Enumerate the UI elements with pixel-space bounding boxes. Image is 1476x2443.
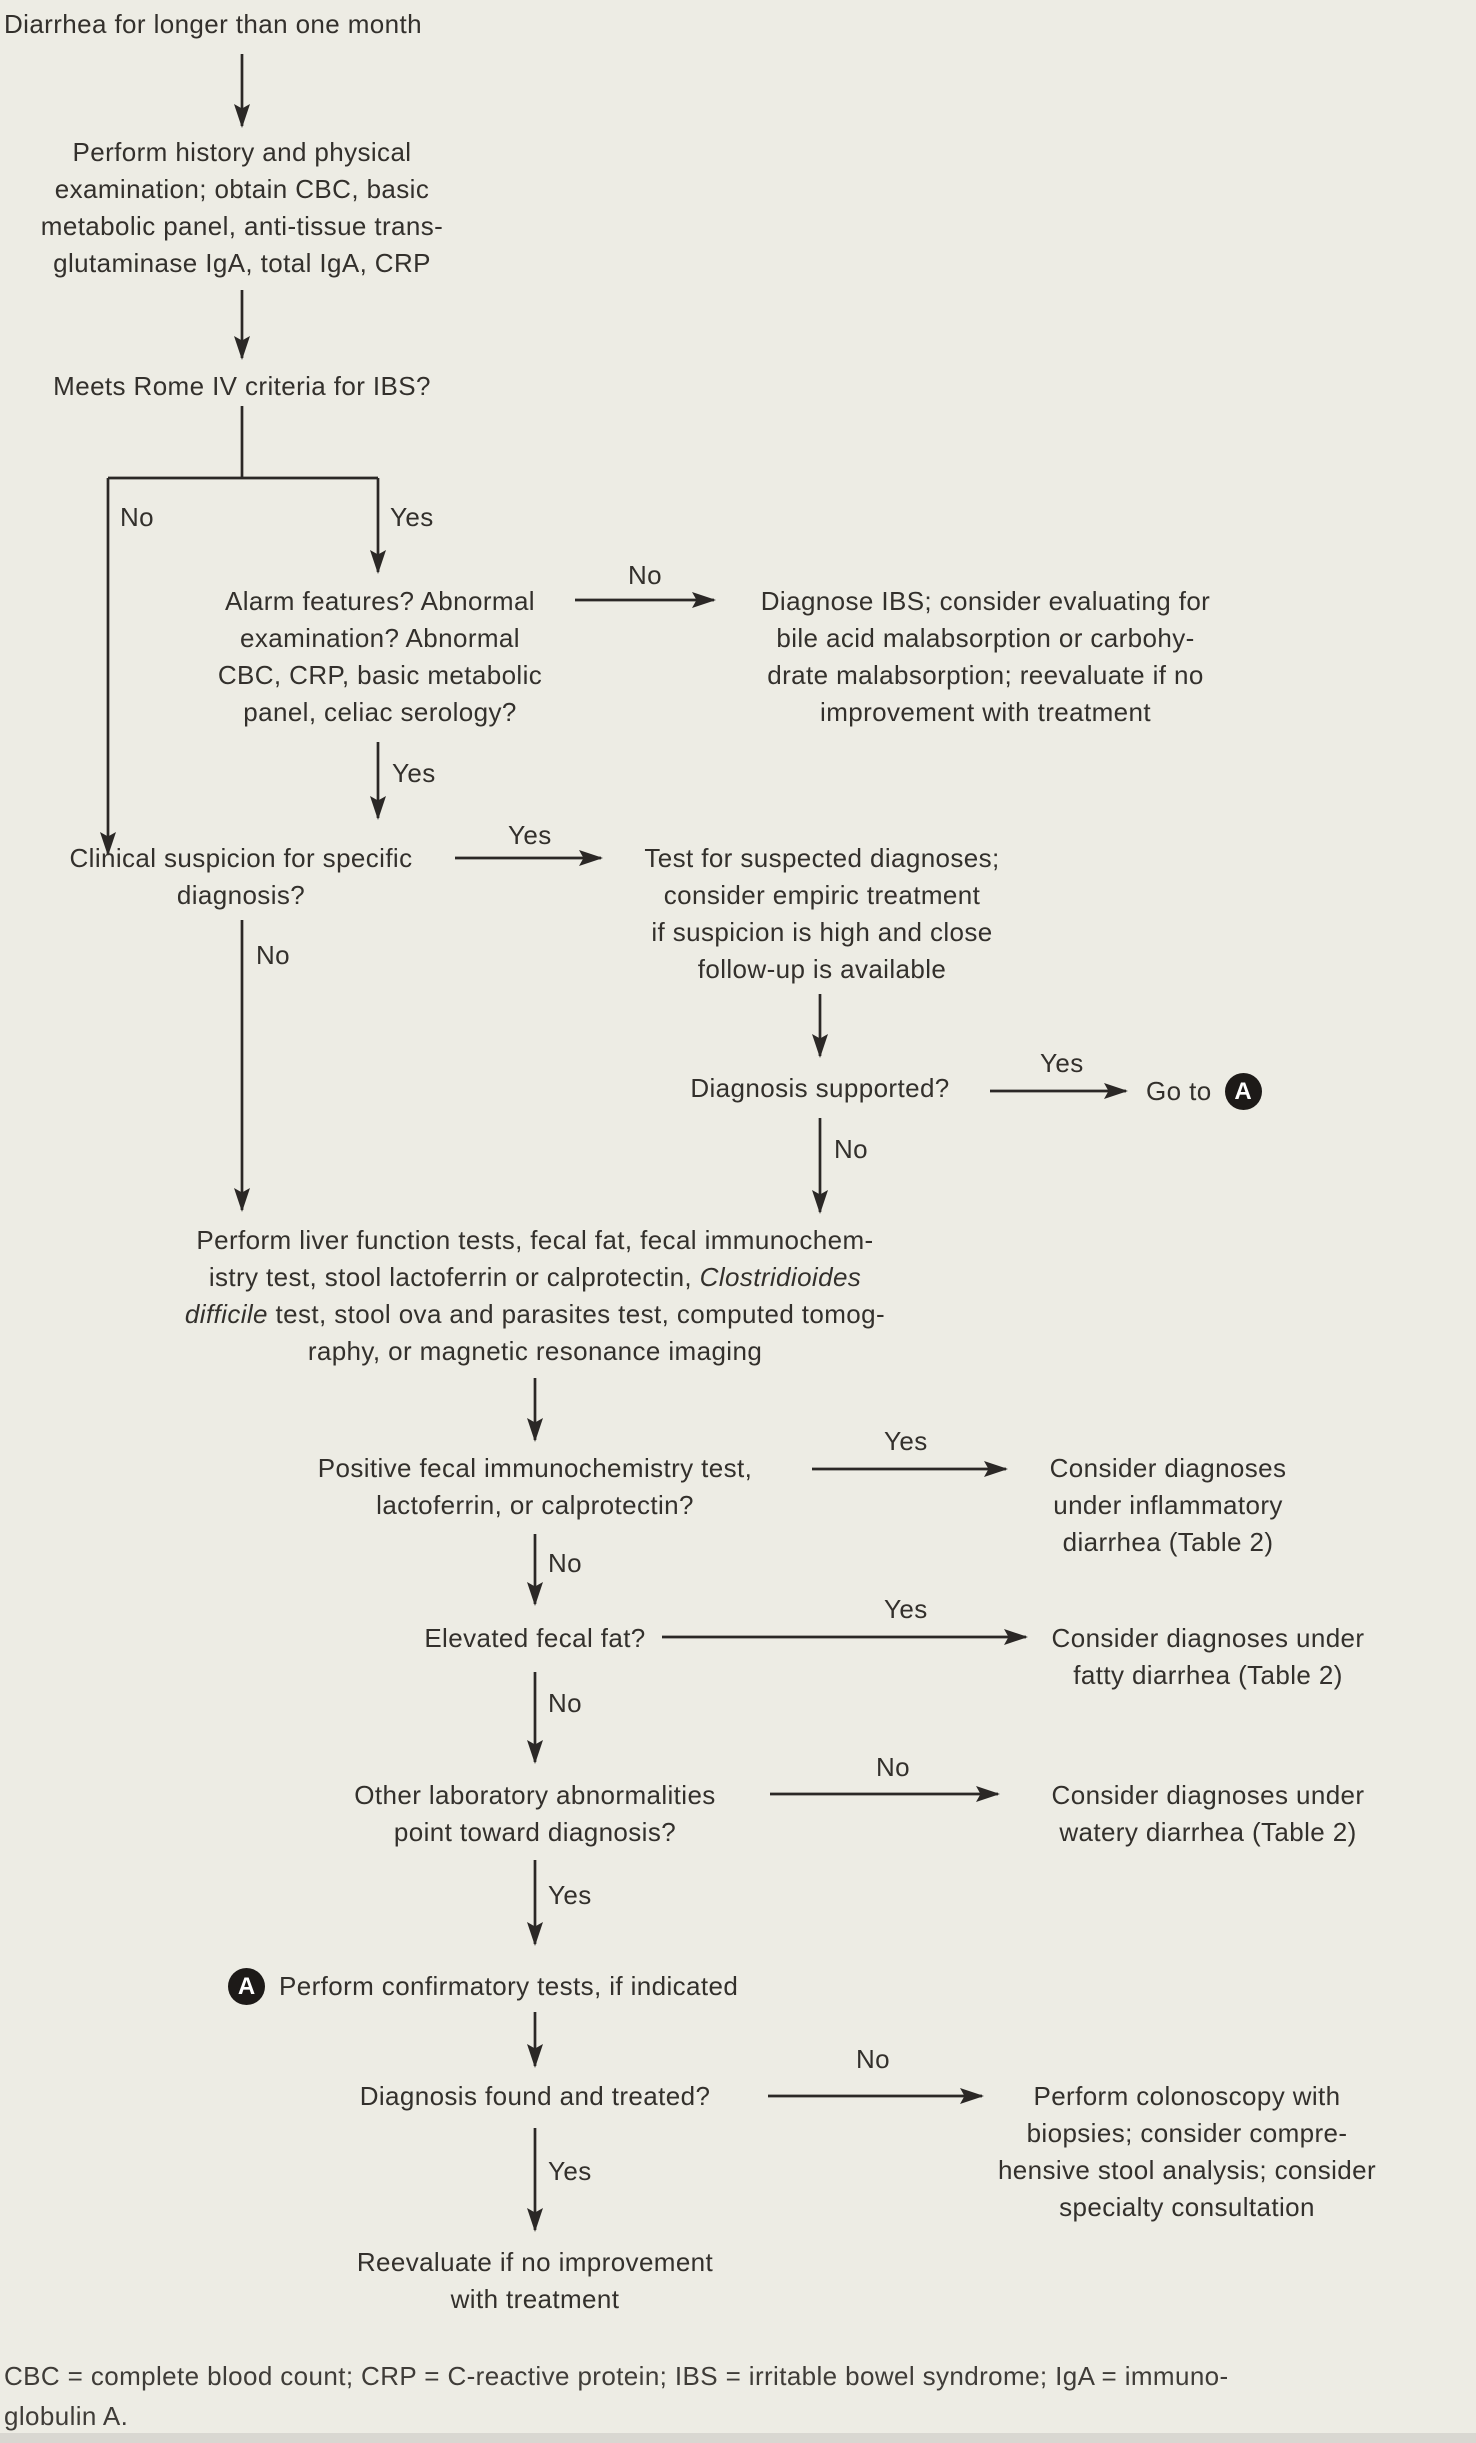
- node-watery-diarrhea: Consider diagnoses under watery diarrhea (Table 2): [1051, 1780, 1365, 1847]
- edge-label-fat-no: No: [548, 1688, 583, 1718]
- edge-label-suspicion-no: No: [256, 940, 291, 970]
- edge-label-rome-yes: Yes: [390, 502, 434, 532]
- go-to-label: Go to: [1146, 1075, 1212, 1106]
- node-elevated-fecal-fat-question: Elevated fecal fat?: [424, 1623, 646, 1653]
- node-diagnosis-found-question: Diagnosis found and treated?: [359, 2081, 711, 2111]
- edge-label-rome-no: No: [120, 502, 155, 532]
- edge-label-found-yes: Yes: [548, 2156, 592, 2186]
- node-confirmatory-tests: [228, 1966, 738, 2006]
- edge-label-immuno-yes: Yes: [884, 1426, 928, 1456]
- node-clinical-suspicion-question: Clinical suspicion for specific diagnosis?: [69, 843, 413, 910]
- edge-label-supported-yes: Yes: [1040, 1048, 1084, 1078]
- node-go-to-a: [1146, 1072, 1262, 1110]
- edge-label-fat-yes: Yes: [884, 1594, 928, 1624]
- node-laboratory-tests: Perform liver function tests, fecal fat, fecal immunochem- istry test, stool lactoferrin or calprotectin, Clostridioides difficile test, stool ova and parasites test, computed tomog- raphy, or magnetic resonance imaging: [184, 1225, 886, 1366]
- edge-label-otherlab-no: No: [876, 1752, 911, 1782]
- edge-label-found-no: No: [856, 2044, 891, 2074]
- edge-label-otherlab-yes: Yes: [548, 1880, 592, 1910]
- node-reevaluate: Reevaluate if no improvement with treatment: [356, 2247, 714, 2314]
- node-other-lab-abnormalities-question: Other laboratory abnormalities point toward diagnosis?: [354, 1780, 716, 1847]
- abbreviation-footnote: CBC = complete blood count; CRP = C-reactive protein; IBS = irritable bowel syndrome; IgA = immuno- globulin A.: [4, 2361, 1229, 2431]
- node-fatty-diarrhea: Consider diagnoses under fatty diarrhea (Table 2): [1051, 1623, 1365, 1690]
- edge-label-alarm-yes: Yes: [392, 758, 436, 788]
- edge-label-alarm-no: No: [628, 560, 663, 590]
- edge-label-suspicion-yes: Yes: [508, 820, 552, 850]
- marker-a-badge: A: [228, 1968, 265, 2005]
- node-rome-iv-question: Meets Rome IV criteria for IBS?: [53, 371, 431, 401]
- node-test-suspected-diagnoses: Test for suspected diagnoses; consider empiric treatment if suspicion is high and close follow-up is available: [644, 843, 1000, 984]
- node-alarm-features-question: Alarm features? Abnormal examination? Abnormal CBC, CRP, basic metabolic panel, celiac serology?: [217, 586, 543, 727]
- node-fecal-immunochemistry-question: Positive fecal immunochemistry test, lactoferrin, or calprotectin?: [317, 1453, 753, 1520]
- edge-label-supported-no: No: [834, 1134, 869, 1164]
- node-history-workup: Perform history and physical examination; obtain CBC, basic metabolic panel, anti-tissue trans- glutaminase IgA, total IgA, CRP: [40, 137, 444, 278]
- node-inflammatory-diarrhea: Consider diagnoses under inflammatory diarrhea (Table 2): [1049, 1453, 1287, 1557]
- marker-a-badge: A: [1225, 1073, 1262, 1110]
- node-diagnosis-supported-question: Diagnosis supported?: [690, 1073, 950, 1103]
- figure-bottom-border: [0, 2433, 1476, 2443]
- confirmatory-label: Perform confirmatory tests, if indicated: [279, 1970, 739, 2001]
- node-start-diarrhea: Diarrhea for longer than one month: [4, 9, 422, 39]
- node-colonoscopy: Perform colonoscopy with biopsies; consider compre- hensive stool analysis; consider specialty consultation: [997, 2081, 1377, 2222]
- node-diagnose-ibs: Diagnose IBS; consider evaluating for bile acid malabsorption or carbohy- drate malabsorption; reevaluate if no improvement with treatment: [760, 586, 1211, 727]
- edge-label-immuno-no: No: [548, 1548, 583, 1578]
